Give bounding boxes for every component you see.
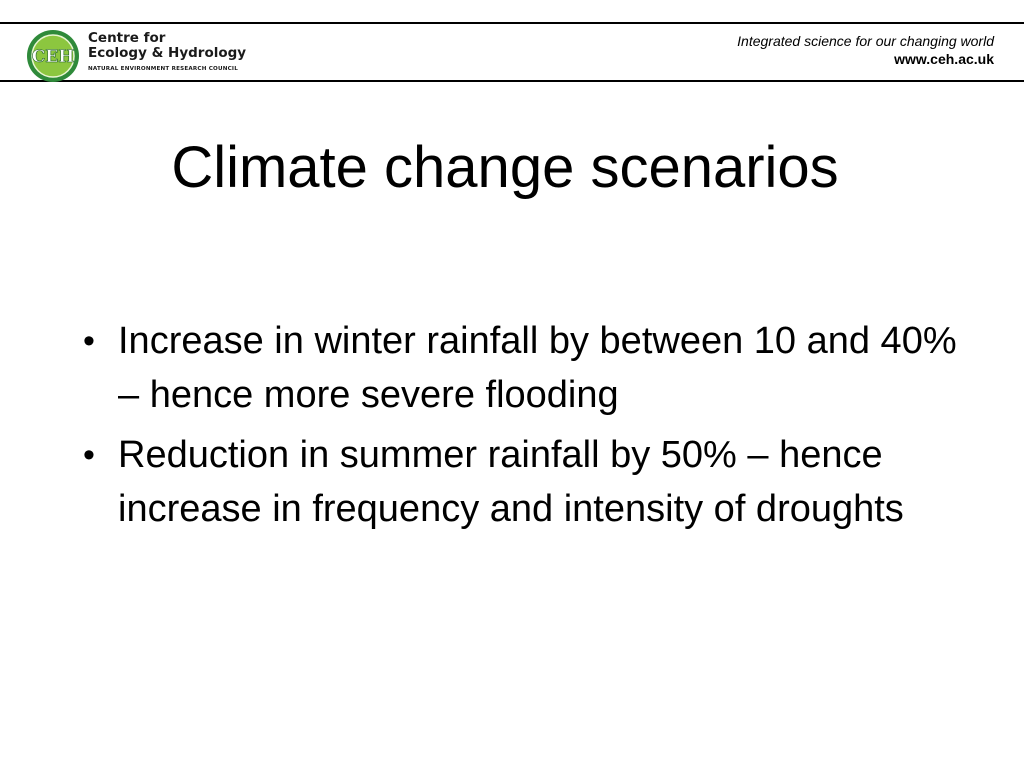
header-bar <box>0 22 1024 82</box>
bullet-dot-icon: • <box>83 322 95 360</box>
header-url-link[interactable]: www.ceh.ac.uk <box>894 51 994 67</box>
bullet-dot-icon: • <box>83 436 95 474</box>
ceh-logo-text <box>88 31 268 81</box>
bullet-item-summer-rainfall <box>80 428 980 536</box>
bullet-text: Increase in winter rainfall by between 10 and 40% – hence more severe flooding <box>118 320 957 416</box>
logo-line-centre: Centre for <box>88 30 166 46</box>
logo-line-nerc: NATURAL ENVIRONMENT RESEARCH COUNCIL <box>88 66 238 72</box>
ceh-logo-badge-text: CEH <box>31 47 75 67</box>
header-tagline: Integrated science for our changing world <box>737 33 994 49</box>
header-tagline-block <box>737 33 994 68</box>
bullet-list <box>80 314 980 542</box>
ceh-logo-icon <box>26 29 80 83</box>
bullet-item-winter-rainfall <box>80 314 980 422</box>
bullet-text: Reduction in summer rainfall by 50% – hence increase in frequency and intensity of droughts <box>118 434 904 530</box>
logo-line-ecology: Ecology & Hydrology <box>88 45 247 61</box>
ceh-logo <box>26 29 266 83</box>
slide-title: Climate change scenarios <box>171 135 839 200</box>
